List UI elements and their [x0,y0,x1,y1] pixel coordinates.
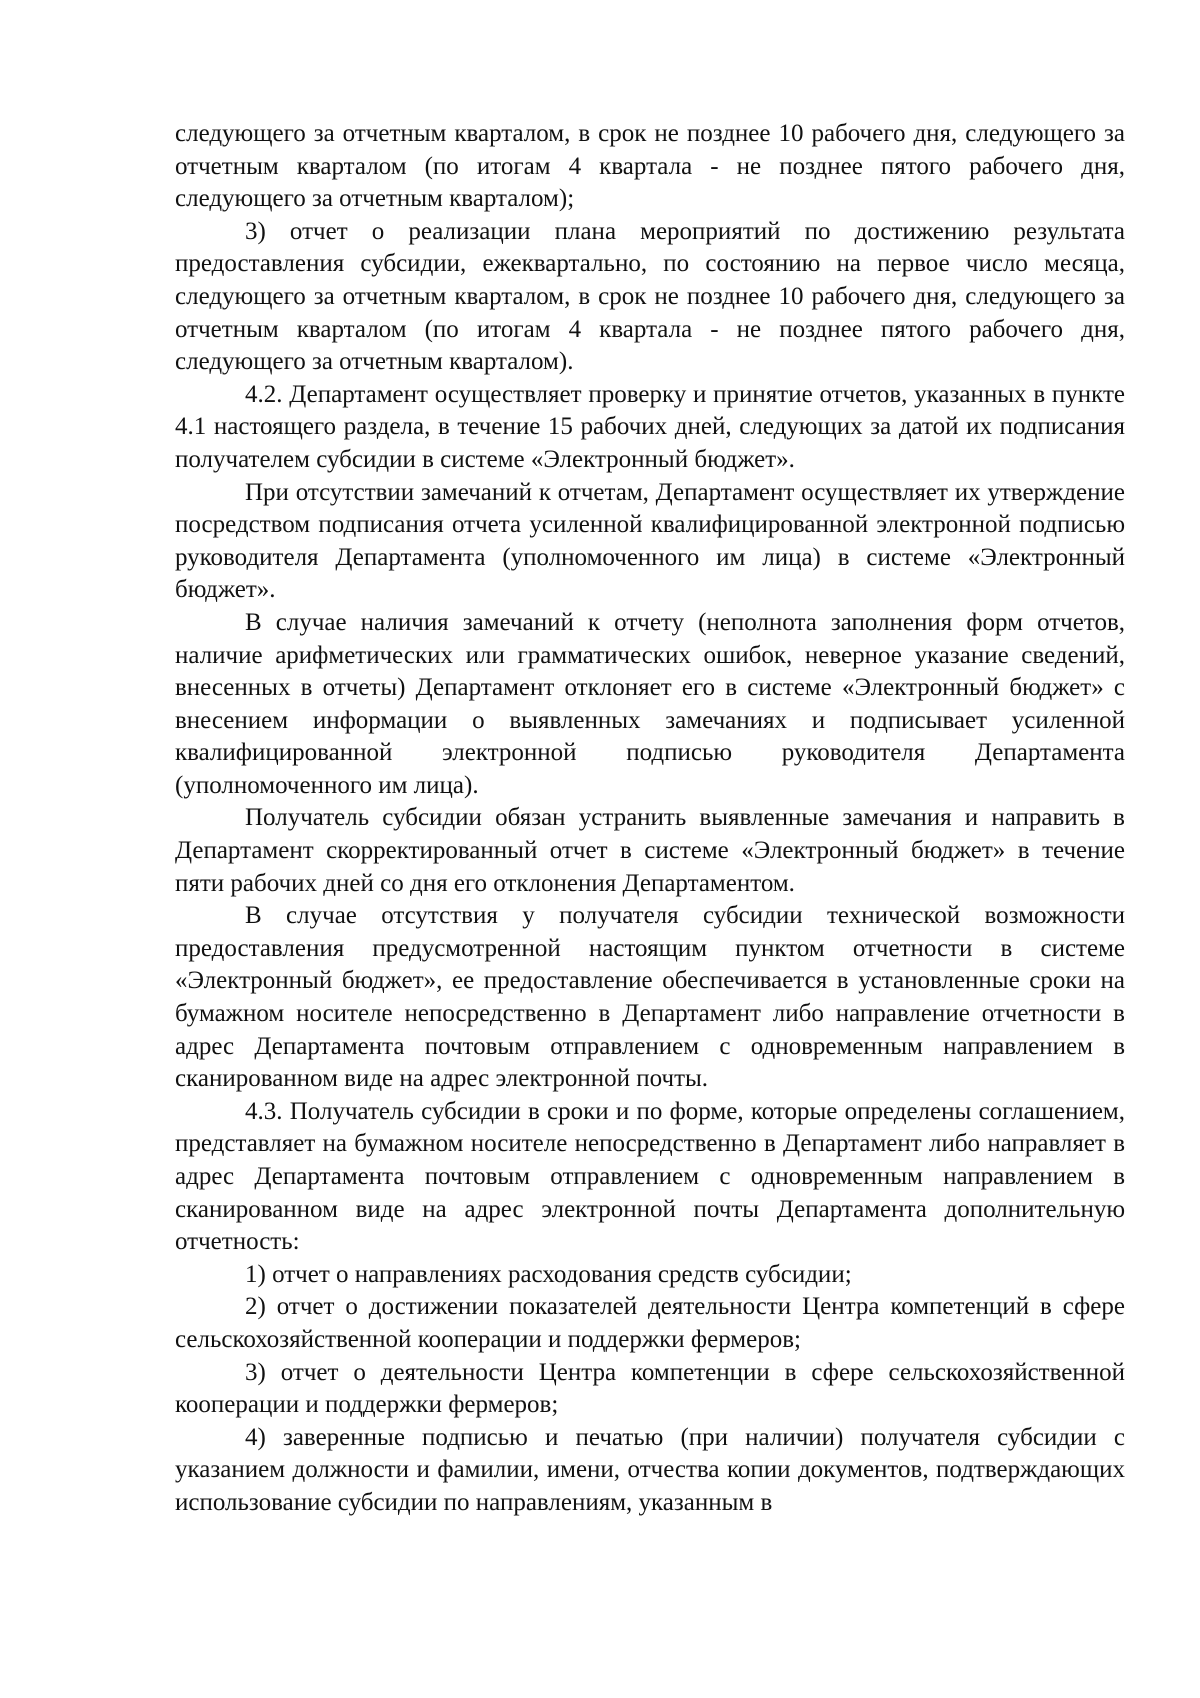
paragraph-section-4-2: 4.2. Департамент осуществляет проверку и принятие отчетов, указанных в пункте 4.1 настоящего раздела, в течение 15 рабочих дней, следующих за датой их подписания получателем субсидии в системе «Электронный бюджет». [175,380,1125,473]
paragraph-recipient-obligation: Получатель субсидии обязан устранить выявленные замечания и направить в Департамент скорректированный отчет в системе «Электронный бюджет» в течение пяти рабочих дней со дня его отклонения Департаментом. [175,804,1125,897]
paragraph-section-4-3: 4.3. Получатель субсидии в сроки и по форме, которые определены соглашением, представляет на бумажном носителе непосредственно в Департамент либо направляет в адрес Департамента почтовым отправлением с одновременным направлением в сканированном виде на адрес электронной почты Департамента дополнительную отчетность: [175,1097,1125,1256]
list-item-1: 1) отчет о направлениях расходования средств субсидии; [245,1260,852,1288]
paragraph-remarks: В случае наличия замечаний к отчету (неполнота заполнения форм отчетов, наличие арифметических или грамматических ошибок, неверное указание сведений, внесенных в отчеты) Департамент отклоняет его в системе «Электронный бюджет» с внесением информации о выявленных замечаниях и подписывает усиленной квалифицированной электронной подписью руководителя Департамента (уполномоченного им лица). [175,608,1125,799]
paragraph-paper-submission: В случае отсутствия у получателя субсидии технической возможности предоставления предусмотренной настоящим пунктом отчетности в системе «Электронный бюджет», ее предоставление обеспечивается в установленные сроки на бумажном носителе непосредственно в Департамент либо направление отчетности в адрес Департамента почтовым отправлением с одновременным направлением в сканированном виде на адрес электронной почты. [175,902,1125,1093]
paragraph-continuation: следующего за отчетным кварталом, в срок не позднее 10 рабочего дня, следующего за отчетным кварталом (по итогам 4 квартала - не позднее пятого рабочего дня, следующего за отчетным кварталом); [175,120,1125,213]
list-item-4: 4) заверенные подписью и печатью (при наличии) получателя субсидии с указанием должности и фамилии, имени, отчества копии документов, подтверждающих использование субсидии по направлениям, указанным в [175,1423,1125,1516]
list-item-3: 3) отчет о деятельности Центра компетенции в сфере сельскохозяйственной кооперации и поддержки фермеров; [175,1358,1125,1419]
paragraph-no-remarks: При отсутствии замечаний к отчетам, Департамент осуществляет их утверждение посредством подписания отчета усиленной квалифицированной электронной подписью руководителя Департамента (уполномоченного им лица) в системе «Электронный бюджет». [175,478,1125,604]
list-item-2: 2) отчет о достижении показателей деятельности Центра компетенций в сфере сельскохозяйственной кооперации и поддержки фермеров; [175,1293,1125,1353]
document-body [175,118,1125,1520]
paragraph-report-3: 3) отчет о реализации плана мероприятий по достижению результата предоставления субсидии, ежеквартально, по состоянию на первое число месяца, следующего за отчетным кварталом, в срок не позднее 10 рабочего дня, следующего за отчетным кварталом (по итогам 4 квартала - не позднее пятого рабочего дня, следующего за отчетным кварталом). [175,217,1125,376]
